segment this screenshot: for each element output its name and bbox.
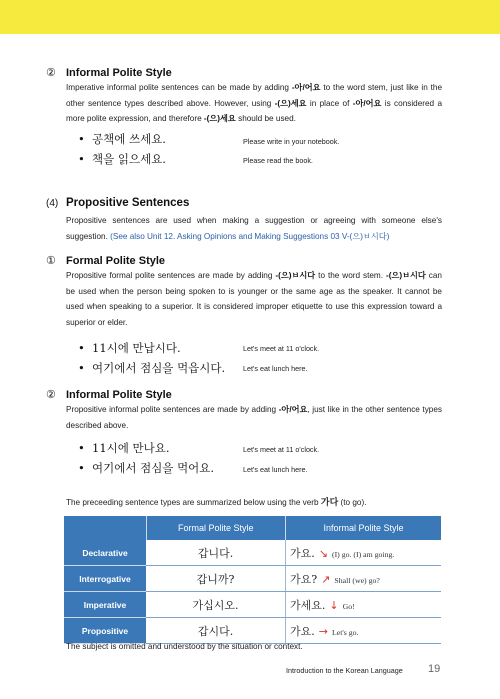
table-header-cell xyxy=(64,516,146,540)
section-number: ② xyxy=(46,67,56,79)
example-korean: • 여기에서 점심을 먹어요. xyxy=(78,461,215,475)
example-korean: • 여기에서 점심을 먹읍시다. xyxy=(78,361,226,375)
top-color-bar xyxy=(0,0,500,34)
table-header-cell: Informal Polite Style xyxy=(286,516,442,540)
formal-form: 갑니까? xyxy=(146,566,286,592)
table-row xyxy=(64,540,441,566)
table-note: The subject is omitted and understood by the situation or context. xyxy=(66,642,303,651)
intonation-arrow-icon: ↗ xyxy=(321,572,331,586)
intonation-arrow-icon: ↘ xyxy=(318,546,328,560)
informal-form: 가요. → Let's go. xyxy=(286,618,442,644)
example-korean: • 11시에 만납시다. xyxy=(78,341,181,355)
section-heading xyxy=(46,66,172,79)
paragraph: Imperative informal polite sentences can be made by adding -아/어요 to the word stem, just like in the other sentence types described above. However, using -(으)세요 in place of -아/어요 is considered a more polite expression, and therefore -(으)세요 should be used. xyxy=(66,83,442,123)
sentence-type-table xyxy=(64,516,441,644)
table-row xyxy=(64,592,441,618)
row-header: Interrogative xyxy=(64,566,146,592)
informal-form: 가세요. ↓ Go! xyxy=(286,592,442,618)
paragraph: Propositive sentences are used when making a suggestion or agreeing with someone else's suggestion. (See also Unit 12. Asking Opinions and Making Suggestions 03 V-(으)ㅂ시다) xyxy=(66,216,442,241)
example-translation: Let's eat lunch here. xyxy=(243,465,308,474)
footer-title: Introduction to the Korean Language xyxy=(286,666,403,675)
table-header-cell: Formal Polite Style xyxy=(146,516,286,540)
example-translation: Let's meet at 11 o'clock. xyxy=(243,445,320,454)
intonation-arrow-icon: → xyxy=(318,624,328,638)
formal-form: 갑니다. xyxy=(146,540,286,566)
formal-form: 가십시오. xyxy=(146,592,286,618)
example-translation: Please write in your notebook. xyxy=(243,137,340,146)
example-translation: Let's eat lunch here. xyxy=(243,364,308,373)
informal-form: 가요? ↗ Shall (we) go? xyxy=(286,566,442,592)
example-korean: • 공책에 쓰세요. xyxy=(78,132,166,146)
section-title: Informal Polite Style xyxy=(66,67,172,79)
row-header: Declarative xyxy=(64,540,146,566)
formal-form: 갑시다. xyxy=(146,618,286,644)
row-header: Imperative xyxy=(64,592,146,618)
example-korean: • 책을 읽으세요. xyxy=(78,152,166,166)
section-title: Formal Polite Style xyxy=(66,255,166,267)
row-header: Propositive xyxy=(64,618,146,644)
example-korean: • 11시에 만나요. xyxy=(78,441,170,455)
cross-reference: (See also Unit 12. Asking Opinions and Making Suggestions 03 V-(으)ㅂ시다) xyxy=(110,231,390,241)
paragraph: Propositive informal polite sentences are made by adding -아/어요, just like in the other sentence types described above. xyxy=(66,405,442,430)
intonation-arrow-icon: ↓ xyxy=(329,598,339,612)
informal-form: 가요. ↘ (I) go. (I) am going. xyxy=(286,540,442,566)
section-title: Propositive Sentences xyxy=(66,197,190,209)
table-row xyxy=(64,566,441,592)
section-number: ② xyxy=(46,389,56,401)
summary-sentence: The preceeding sentence types are summarized below using the verb 가다 (to go). xyxy=(66,497,367,507)
example-translation: Please read the book. xyxy=(243,156,313,165)
table-row xyxy=(64,618,441,644)
section-number: (4) xyxy=(46,198,59,209)
section-title: Informal Polite Style xyxy=(66,389,172,401)
section-heading xyxy=(46,388,172,401)
section-heading xyxy=(46,254,165,267)
table-header-row xyxy=(64,516,441,540)
section-number: ① xyxy=(46,255,56,267)
page-number: 19 xyxy=(428,663,441,675)
example-translation: Let's meet at 11 o'clock. xyxy=(243,344,320,353)
section-heading xyxy=(46,197,189,209)
paragraph: Propositive formal polite sentences are made by adding -(으)ㅂ시다 to the word stem. -(으)ㅂ시다 can be used when the person being spoken to is younger or the same age as the speaker. It cannot be used when speaking to a superior. It is considered improper etiquette to use this expression toward a superior or elder. xyxy=(66,271,442,327)
